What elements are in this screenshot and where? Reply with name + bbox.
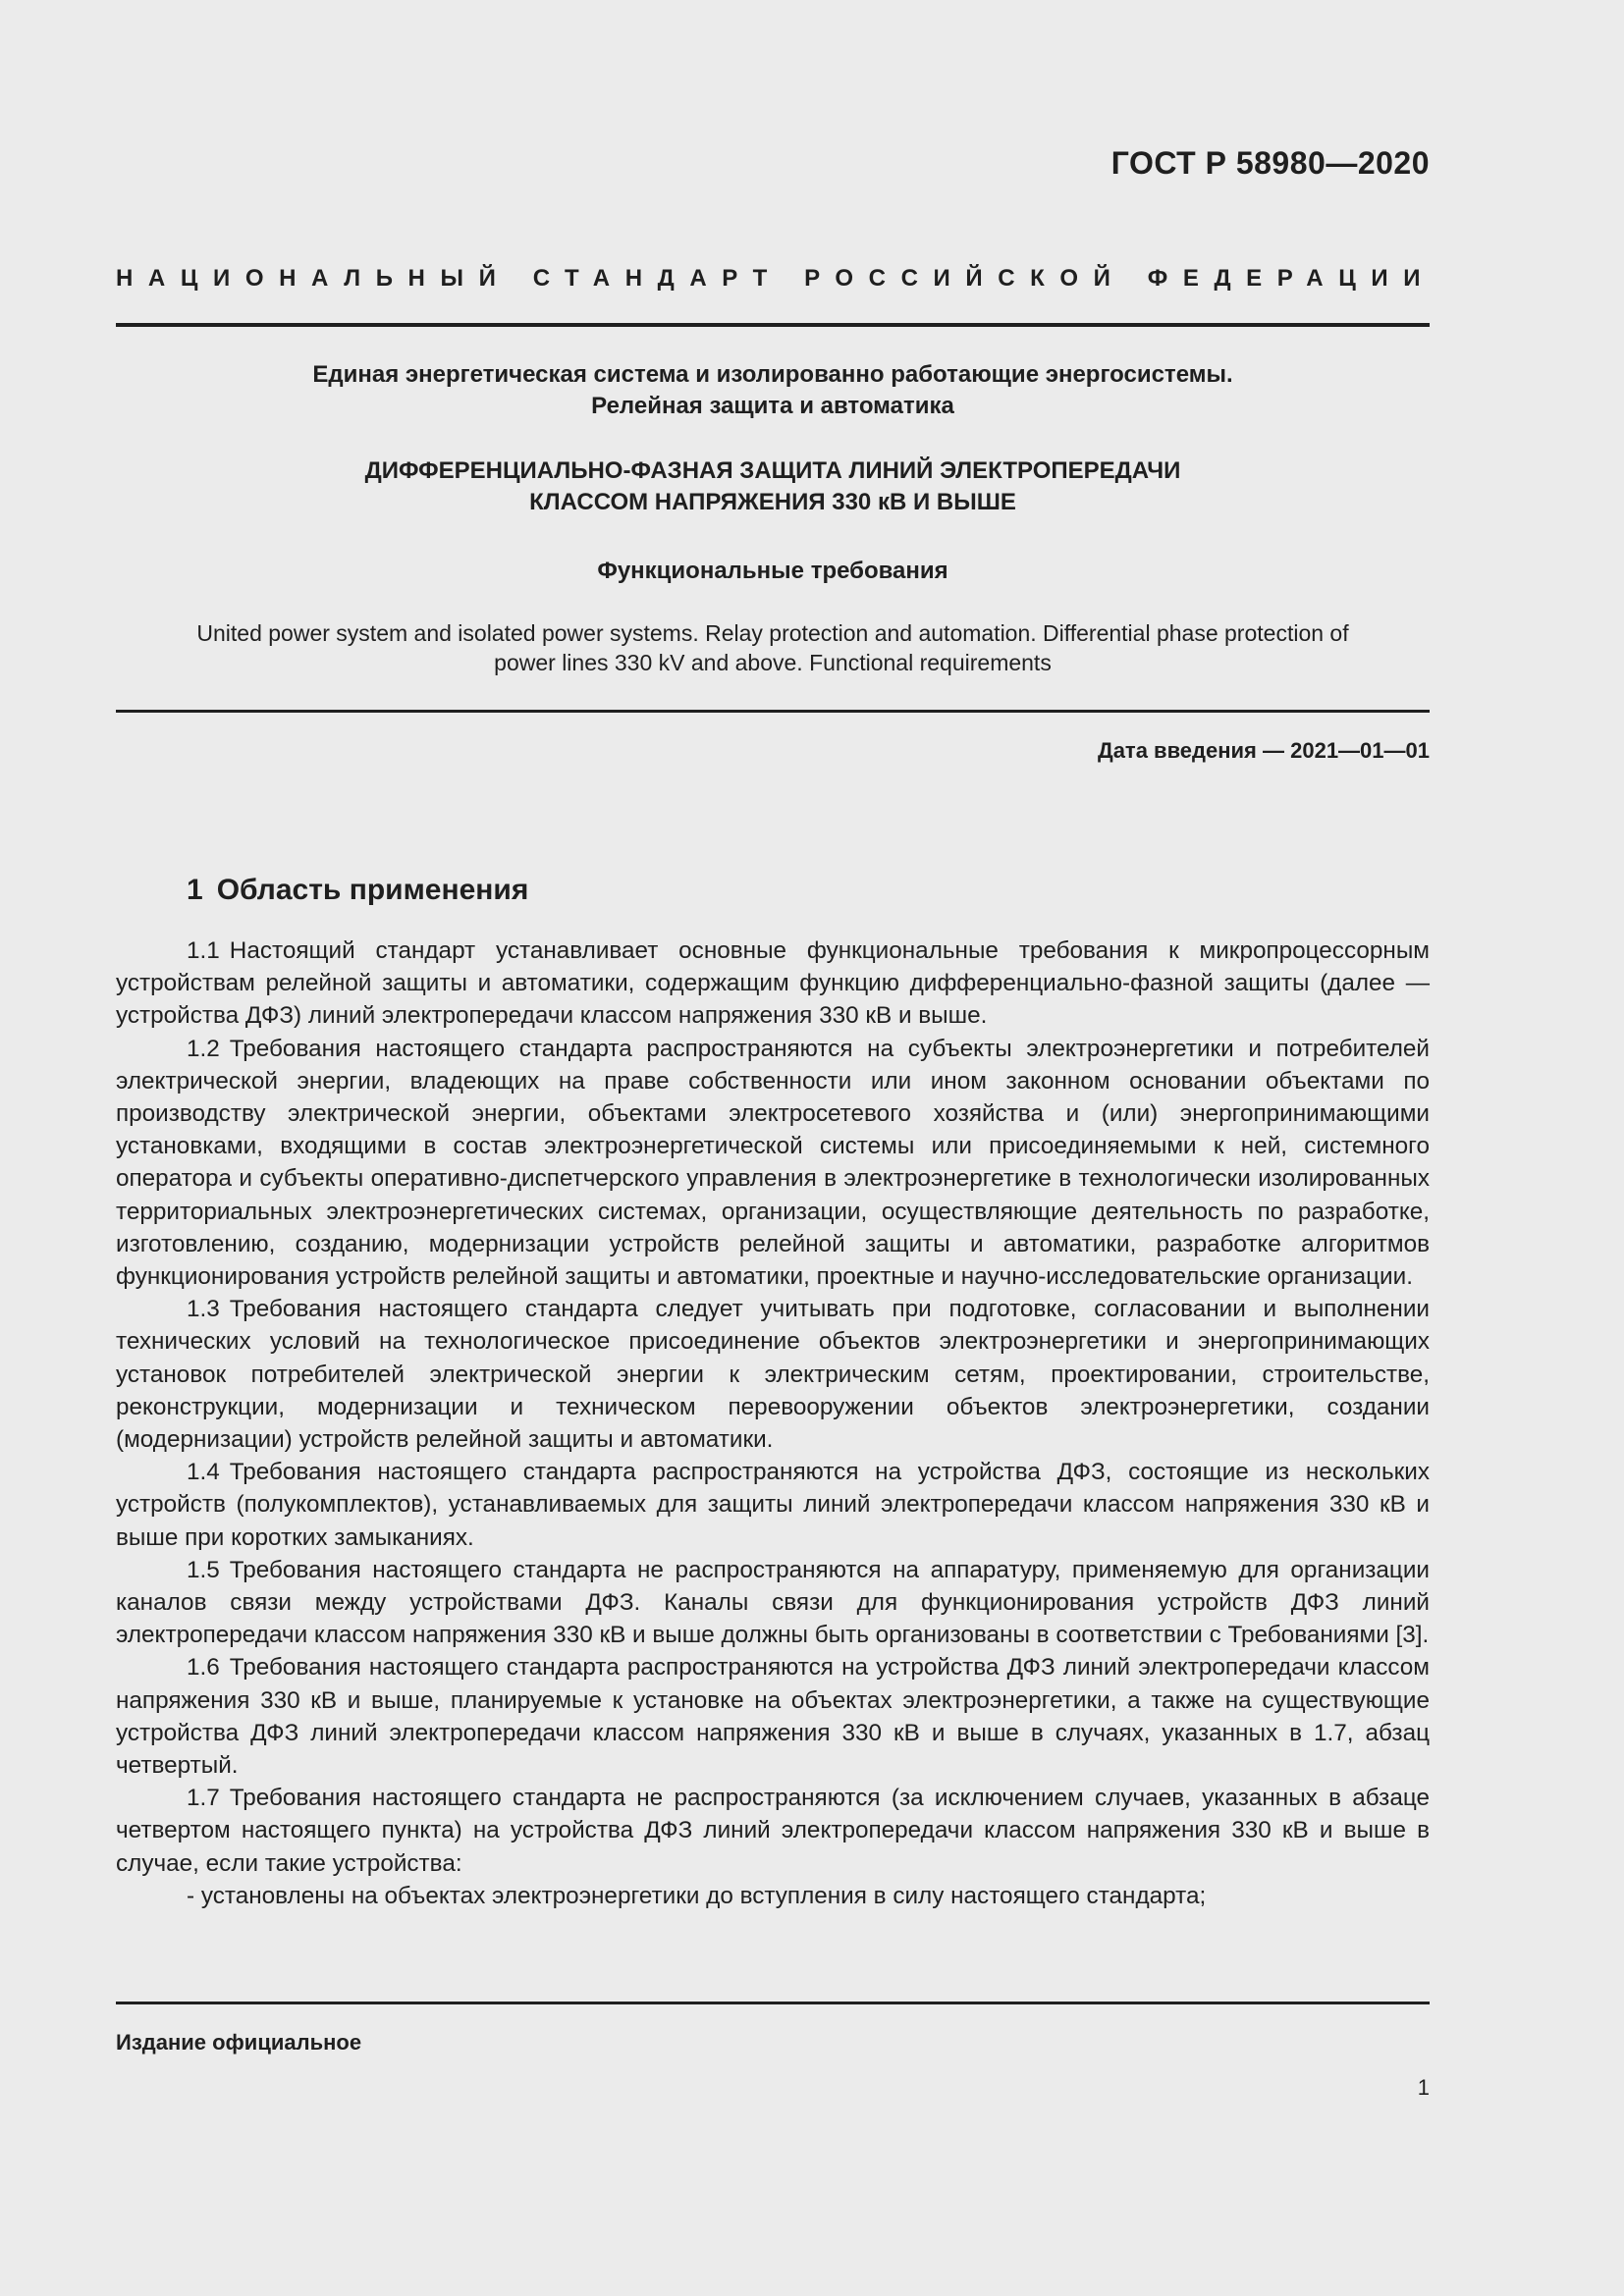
- paragraph-number: 1.7: [187, 1785, 220, 1812]
- paragraph-text: Требования настоящего стандарта не распространяются (за исключением случаев, указанных в абзаце четвертом настоящего пункта) на устройства ДФЗ линий электропередачи классом напряжения 330 кВ и выше в случае, если такие устройства:: [116, 1785, 1430, 1877]
- english-title-line-2: power lines 330 kV and above. Functional requirements: [494, 650, 1052, 675]
- introduction-date: Дата введения — 2021—01—01: [1098, 738, 1430, 763]
- title-subtitle: Функциональные требования: [597, 558, 948, 584]
- paragraph-number: 1.1: [187, 937, 220, 964]
- section-body: [116, 934, 1430, 1912]
- paragraph-text: Требования настоящего стандарта не распространяются на аппаратуру, применяемую для организации каналов связи между устройствами ДФЗ. Каналы связи для функционирования устройств ДФЗ линий электропередачи классом напряжения 330 кВ и выше должны быть организованы в соответствии с Требованиями [3].: [116, 1556, 1430, 1649]
- title-main: [116, 455, 1430, 518]
- national-standard-banner: НАЦИОНАЛЬНЫЙ СТАНДАРТ РОССИЙСКОЙ ФЕДЕРАЦИИ: [116, 265, 1436, 292]
- middle-rule: [116, 710, 1430, 713]
- section-number: 1: [187, 874, 203, 906]
- section-heading: [187, 874, 528, 907]
- paragraph-number: 1.2: [187, 1035, 220, 1062]
- top-rule: [116, 323, 1430, 327]
- title-system: [116, 359, 1430, 422]
- paragraph-text: Требования настоящего стандарта распространяются на субъекты электроэнергетики и потребителей электрической энергии, владеющих на праве собственности или ином законном основании объектами по производству электрической энергии, объектами электросетевого хозяйства и (или) энергопринимающими установками, входящими в состав электроэнергетической системы или присоединяемыми к ней, системного оператора и субъекты оперативно-диспетчерского управления в электроэнергетике в технологически изолированных территориальных электроэнергетических системах, организации, осуществляющие деятельность по разработке, изготовлению, созданию, модернизации устройств релейной защиты и автоматики, разработке алгоритмов функционирования устройств релейной защиты и автоматики, проектные и научно-исследовательские организации.: [116, 1035, 1430, 1291]
- paragraph-number: 1.4: [187, 1459, 220, 1486]
- paragraph-1-6: [116, 1651, 1430, 1782]
- paragraph-text: Требования настоящего стандарта следует учитывать при подготовке, согласовании и выполнении технических условий на технологическое присоединение объектов электроэнергетики и энергопринимающих установок потребителей электрической энергии к электрическим сетям, проектировании, строительстве, реконструкции, модернизации и техническом перевооружении объектов электроэнергетики, создании (модернизации) устройств релейной защиты и автоматики.: [116, 1296, 1430, 1454]
- paragraph-text: Требования настоящего стандарта распространяются на устройства ДФЗ, состоящие из нескольких устройств (полукомплектов), устанавливаемых для защиты линий электропередачи классом напряжения 330 кВ и выше при коротких замыканиях.: [116, 1459, 1430, 1551]
- document-page: [116, 0, 1436, 2296]
- paragraph-1-7: [116, 1782, 1430, 1880]
- list-item: [116, 1880, 1430, 1912]
- paragraph-1-5: [116, 1554, 1430, 1652]
- paragraph-number: 1.5: [187, 1556, 220, 1583]
- page-number: 1: [1417, 2075, 1430, 2100]
- paragraph-number: 1.3: [187, 1296, 220, 1323]
- title-line-4: КЛАССОМ НАПРЯЖЕНИЯ 330 кВ И ВЫШЕ: [529, 489, 1016, 515]
- bottom-rule: [116, 2002, 1430, 2004]
- paragraph-1-3: [116, 1293, 1430, 1456]
- paragraph-number: 1.6: [187, 1654, 220, 1682]
- document-code: ГОСТ Р 58980—2020: [1110, 145, 1430, 181]
- english-title: [116, 618, 1430, 677]
- paragraph-text: Настоящий стандарт устанавливает основные функциональные требования к микропроцессорным устройствам релейной защиты и автоматики, содержащим функцию дифференциально-фазной защиты (далее — устройства ДФЗ) линий электропередачи классом напряжения 330 кВ и выше.: [116, 937, 1430, 1030]
- paragraph-1-1: [116, 934, 1430, 1033]
- official-edition-label: Издание официальное: [116, 2030, 362, 2055]
- title-line-2: Релейная защита и автоматика: [591, 393, 954, 419]
- list-item-text: - установлены на объектах электроэнергетики до вступления в силу настоящего стандарта;: [187, 1882, 1207, 1909]
- english-title-line-1: United power system and isolated power systems. Relay protection and automation. Differential phase protection of: [196, 620, 1349, 646]
- section-title: Область применения: [216, 874, 529, 906]
- paragraph-text: Требования настоящего стандарта распространяются на устройства ДФЗ линий электропередачи классом напряжения 330 кВ и выше, планируемые к установке на объектах электроэнергетики, а также на существующие устройства ДФЗ линий электропередачи классом напряжения 330 кВ и выше в случаях, указанных в 1.7, абзац четвертый.: [116, 1654, 1430, 1780]
- title-line-1: Единая энергетическая система и изолированно работающие энергосистемы.: [312, 361, 1233, 388]
- paragraph-1-4: [116, 1456, 1430, 1554]
- title-line-3: ДИФФЕРЕНЦИАЛЬНО-ФАЗНАЯ ЗАЩИТА ЛИНИЙ ЭЛЕКТРОПЕРЕДАЧИ: [364, 457, 1181, 484]
- paragraph-1-2: [116, 1033, 1430, 1294]
